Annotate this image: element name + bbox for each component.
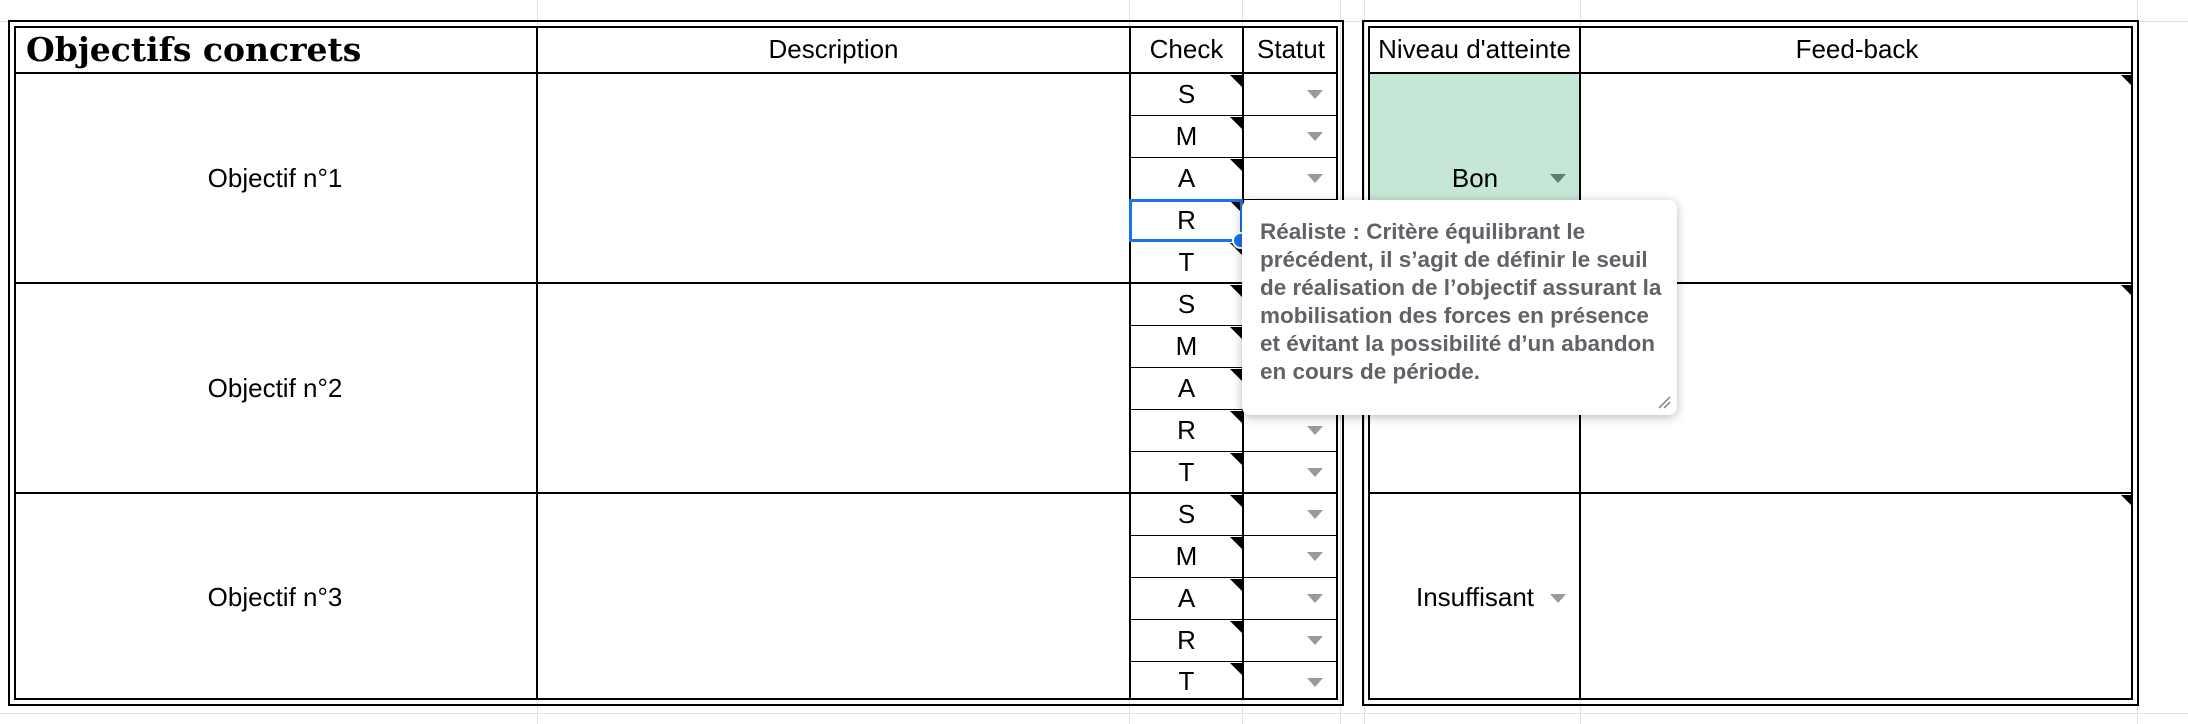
resize-grip-icon[interactable]: [1657, 395, 1671, 409]
check-m-2[interactable]: M: [1175, 331, 1198, 361]
statut-dropdown-arrow-icon[interactable]: [1307, 426, 1323, 435]
note-marker-icon[interactable]: [1230, 579, 1242, 591]
niveau-cell-3[interactable]: Insuffisant: [1415, 581, 1535, 612]
check-m-3[interactable]: M: [1175, 541, 1198, 571]
note-tooltip[interactable]: [1242, 200, 1677, 415]
note-marker-icon[interactable]: [1230, 327, 1242, 339]
check-t-2[interactable]: T: [1178, 456, 1195, 487]
header-description[interactable]: Description: [768, 33, 899, 64]
note-tooltip-text: Réaliste : Critère équilibrant le précédent, il s’agit de définir le seuil de réalisation de l’objectif assurant la mobilisation des forces en présence et évitant la possibilité d’un abandon en cours de période.: [1260, 219, 1662, 384]
check-t-3[interactable]: T: [1178, 665, 1195, 696]
header-niveau-atteinte[interactable]: Niveau d'atteinte: [1378, 33, 1571, 64]
selected-cell[interactable]: [1129, 199, 1243, 242]
header-feedback[interactable]: Feed-back: [1795, 33, 1919, 64]
check-r-1[interactable]: R: [1177, 205, 1196, 235]
note-marker-icon[interactable]: [1230, 663, 1242, 675]
niveau-dropdown-arrow-icon[interactable]: [1550, 174, 1566, 183]
note-marker-icon[interactable]: [2121, 285, 2133, 297]
check-r-2[interactable]: R: [1177, 415, 1196, 445]
check-t-1[interactable]: T: [1178, 246, 1195, 277]
note-marker-icon[interactable]: [1230, 369, 1242, 381]
header-check[interactable]: Check: [1149, 33, 1224, 64]
statut-dropdown-arrow-icon[interactable]: [1307, 678, 1323, 687]
description-cell-2[interactable]: [538, 284, 1129, 492]
description-cell-1[interactable]: [538, 74, 1129, 282]
statut-dropdown-arrow-icon[interactable]: [1307, 636, 1323, 645]
check-m-1[interactable]: M: [1175, 121, 1198, 151]
note-marker-icon[interactable]: [2121, 495, 2133, 507]
check-s-2[interactable]: S: [1177, 289, 1196, 319]
statut-dropdown-arrow-icon[interactable]: [1307, 90, 1323, 99]
check-s-3[interactable]: S: [1177, 499, 1196, 529]
header-statut[interactable]: Statut: [1257, 33, 1325, 64]
note-marker-icon[interactable]: [1230, 495, 1242, 507]
objective-label-1[interactable]: Objectif n°1: [207, 162, 343, 193]
statut-dropdown-arrow-icon[interactable]: [1307, 594, 1323, 603]
note-marker-icon[interactable]: [1230, 411, 1242, 423]
note-marker-icon[interactable]: [1230, 537, 1242, 549]
niveau-cell-1[interactable]: Bon: [1451, 162, 1499, 193]
statut-dropdown-arrow-icon[interactable]: [1307, 510, 1323, 519]
note-marker-icon[interactable]: [2121, 75, 2133, 87]
check-s-1[interactable]: S: [1177, 79, 1196, 109]
description-cell-3[interactable]: [538, 494, 1129, 700]
note-marker-icon[interactable]: [1230, 621, 1242, 633]
statut-dropdown-arrow-icon[interactable]: [1307, 552, 1323, 561]
feedback-cell-3[interactable]: [1581, 494, 2133, 700]
check-r-3[interactable]: R: [1177, 625, 1196, 655]
objective-label-3[interactable]: Objectif n°3: [207, 581, 343, 612]
check-a-2[interactable]: A: [1177, 373, 1196, 403]
statut-dropdown-arrow-icon[interactable]: [1307, 174, 1323, 183]
note-marker-icon[interactable]: [1230, 117, 1242, 129]
objective-label-2[interactable]: Objectif n°2: [207, 372, 343, 403]
niveau-dropdown-arrow-icon[interactable]: [1550, 594, 1566, 603]
statut-dropdown-arrow-icon[interactable]: [1307, 132, 1323, 141]
note-marker-icon[interactable]: [1230, 159, 1242, 171]
header-objectifs-concrets[interactable]: Objectifs concrets: [26, 29, 362, 69]
note-marker-icon[interactable]: [1230, 75, 1242, 87]
statut-dropdown-arrow-icon[interactable]: [1307, 468, 1323, 477]
check-a-3[interactable]: A: [1177, 583, 1196, 613]
note-marker-icon[interactable]: [1230, 285, 1242, 297]
note-marker-icon[interactable]: [1230, 453, 1242, 465]
check-a-1[interactable]: A: [1177, 163, 1196, 193]
